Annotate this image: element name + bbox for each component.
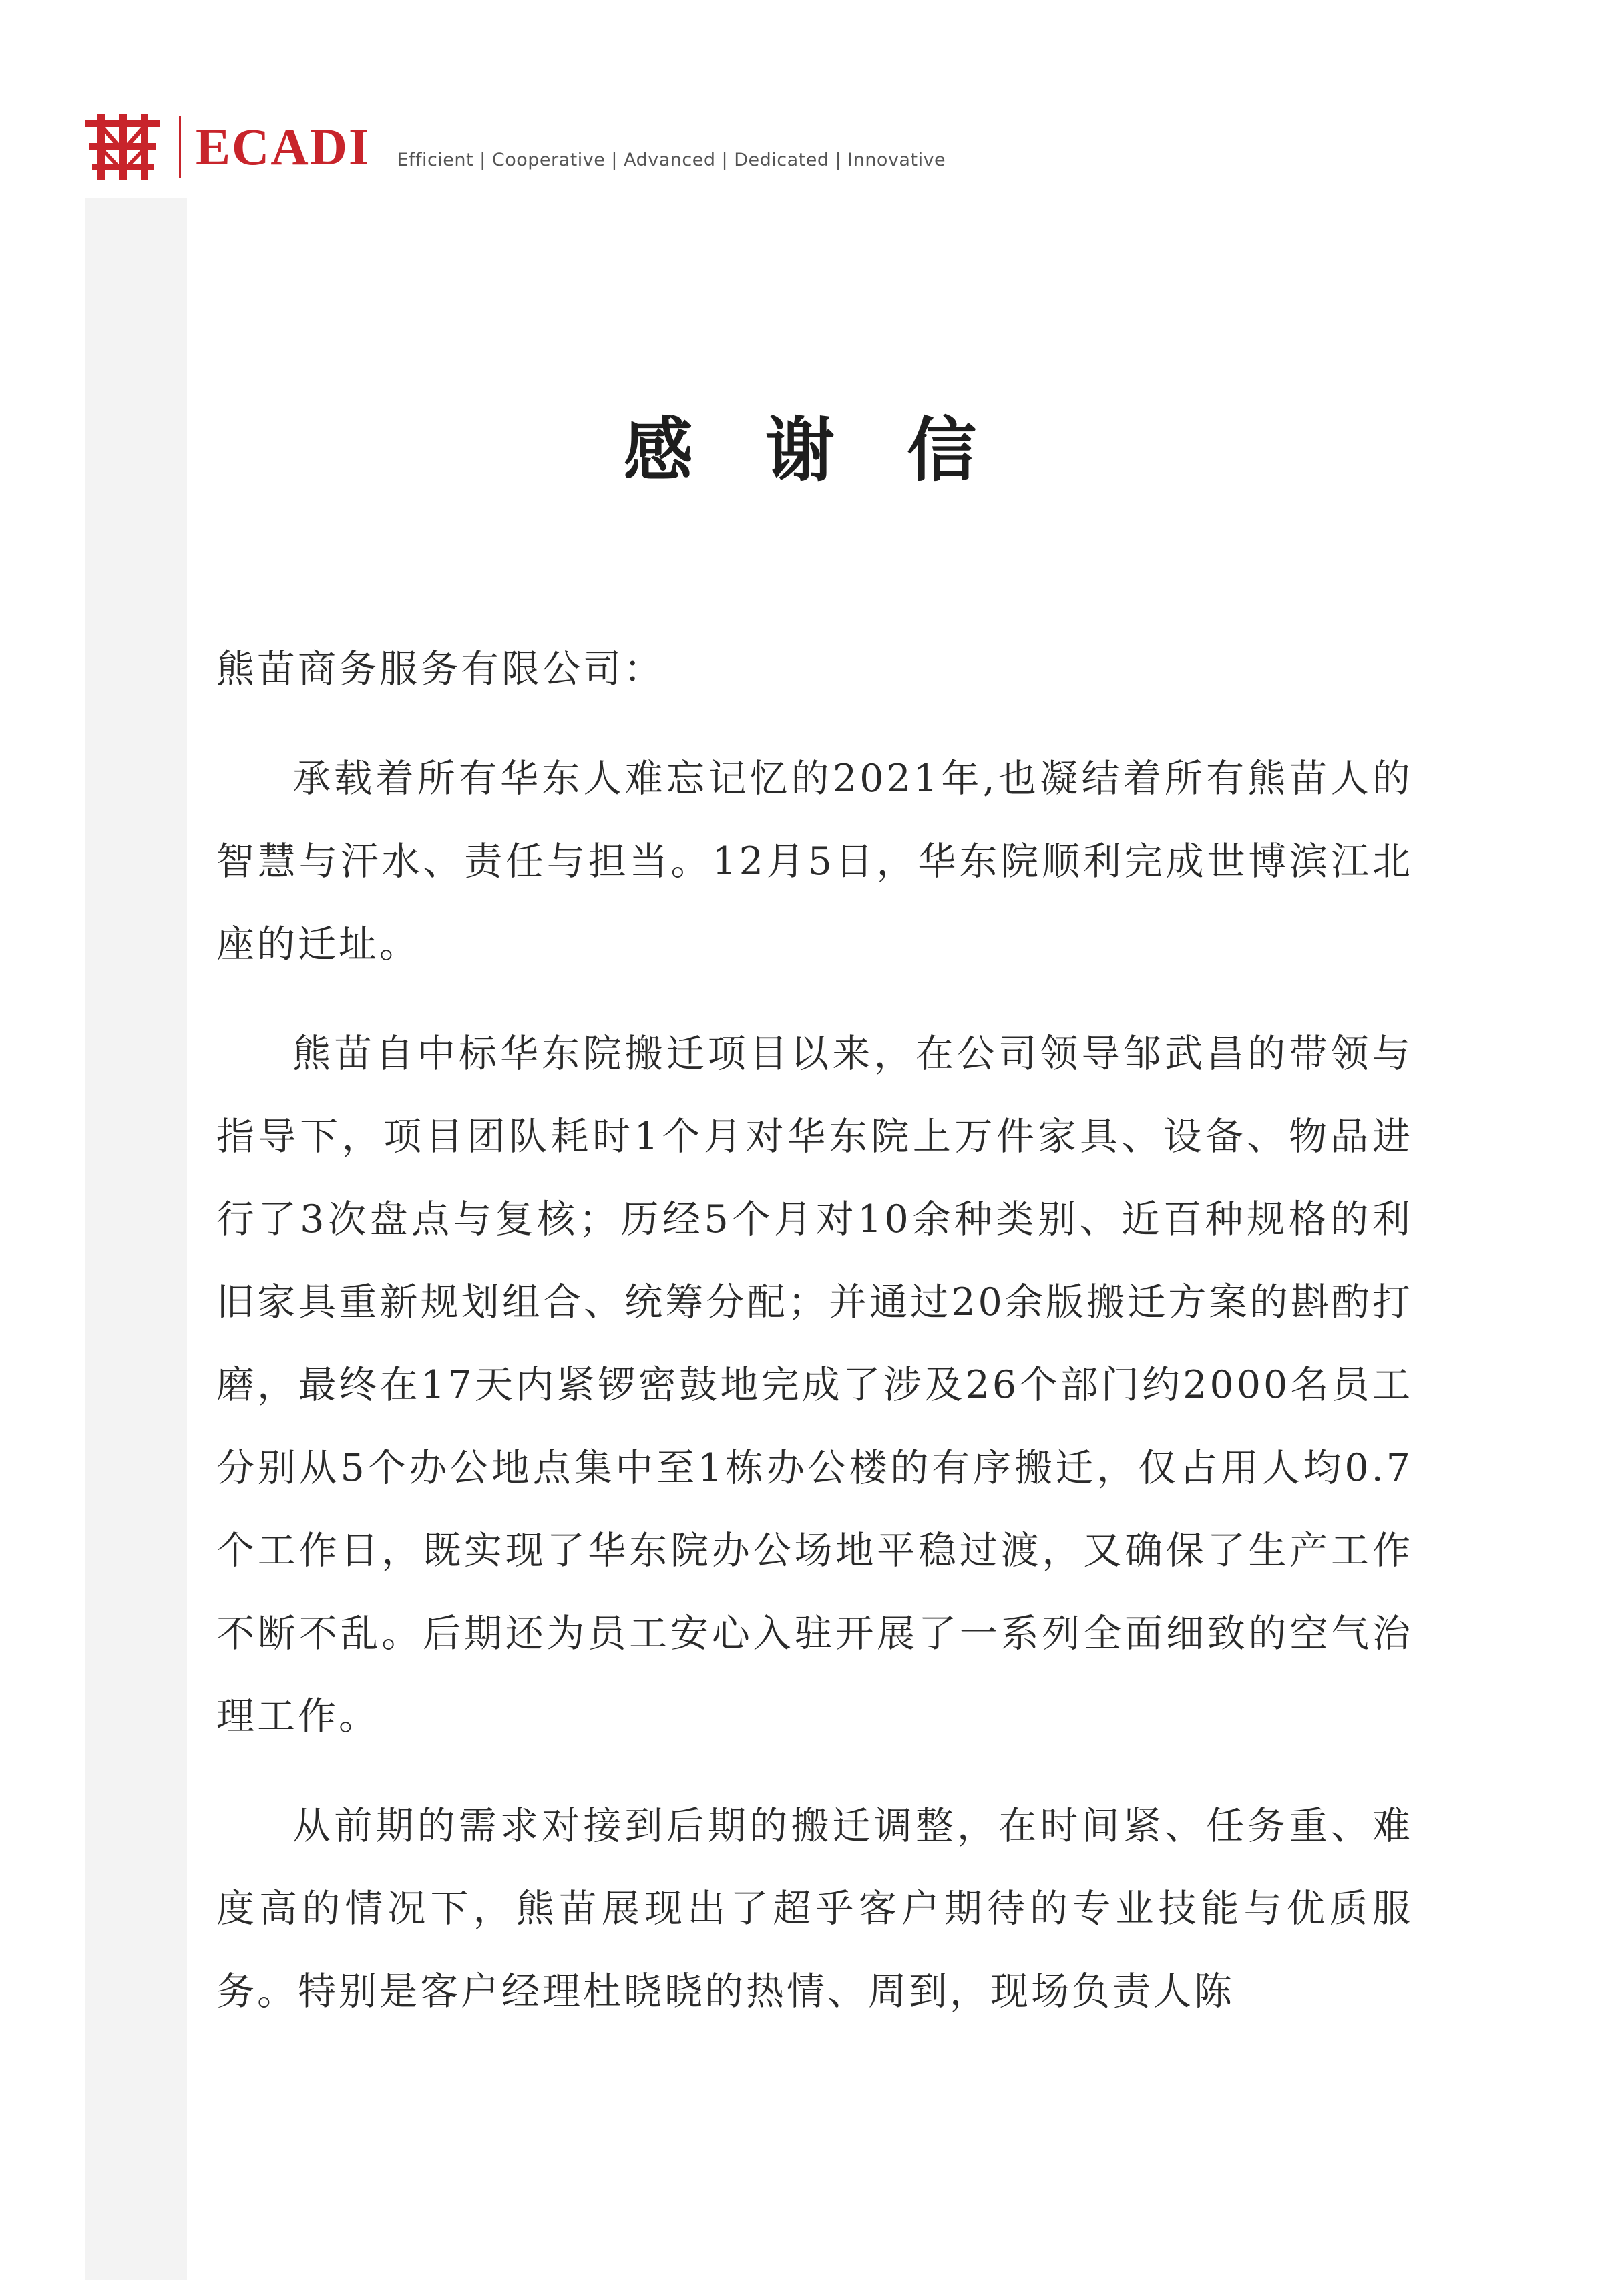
brand-name: ECADI (196, 118, 371, 176)
ecadi-logo-icon (85, 114, 160, 180)
paragraph: 承载着所有华东人难忘记忆的2021年,也凝结着所有熊苗人的智慧与汗水、责任与担当。12月5日，华东院顺利完成世博滨江北座的迁址。 (216, 757, 1413, 966)
letter-body (216, 628, 1413, 2060)
salutation: 熊苗商务服务有限公司： (216, 647, 664, 691)
paragraph: 熊苗自中标华东院搬迁项目以来，在公司领导邹武昌的带领与指导下，项目团队耗时1个月对华东院上万件家具、设备、物品进行了3次盘点与复核；历经5个月对10余种类别、近百种规格的利旧家具重新规划组合、统筹分配；并通过20余版搬迁方案的斟酌打磨，最终在17天内紧锣密鼓地完成了涉及26个部门约2000名员工分别从5个办公地点集中至1栋办公楼的有序搬迁，仅占用人均0.7个工作日，既实现了华东院办公场地平稳过渡，又确保了生产工作不断不乱。后期还为员工安心入驻开展了一系列全面细致的空气治理工作。 (216, 1032, 1413, 1738)
side-margin-strip (85, 198, 187, 2280)
paragraph: 从前期的需求对接到后期的搬迁调整，在时间紧、任务重、难度高的情况下，熊苗展现出了超乎客户期待的专业技能与优质服务。特别是客户经理杜晓晓的热情、周到，现场负责人陈 (216, 1804, 1413, 2014)
letter-title: 感 谢 信 (623, 409, 1001, 491)
letterhead (85, 107, 946, 187)
header-divider (179, 116, 181, 178)
brand-tagline: Efficient | Cooperative | Advanced | Dedicated | Innovative (397, 149, 946, 170)
